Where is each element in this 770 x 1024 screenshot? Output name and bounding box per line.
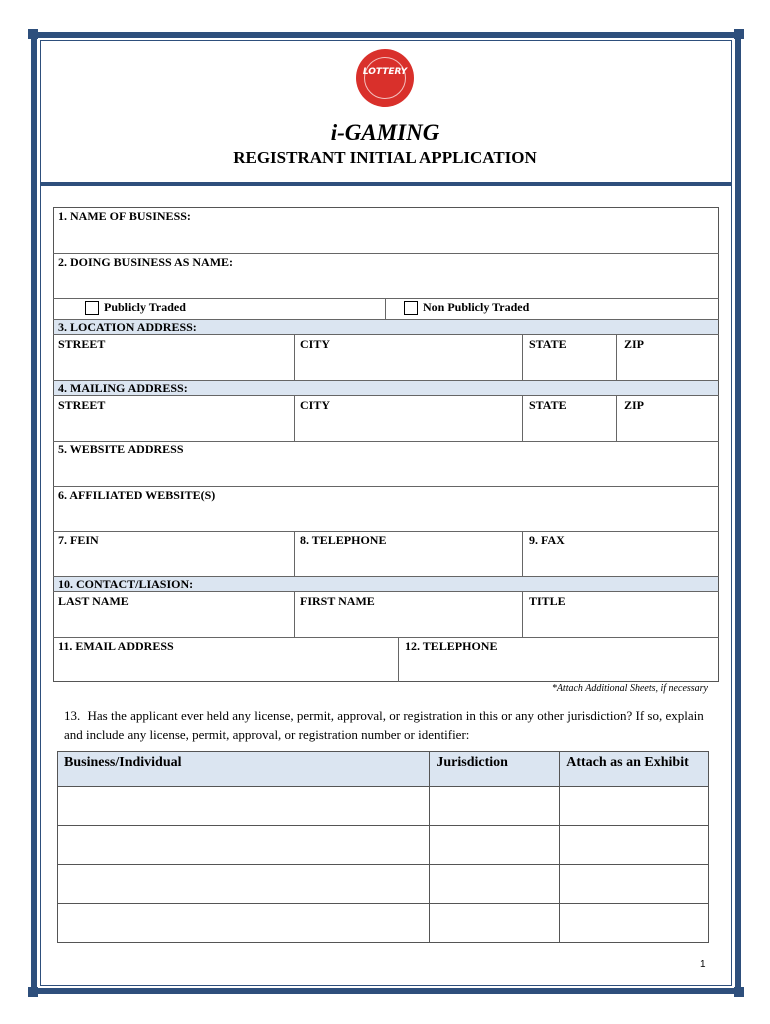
- column-divider: [294, 334, 295, 380]
- table-cell[interactable]: [560, 865, 709, 904]
- table-cell[interactable]: [58, 865, 430, 904]
- table-cell[interactable]: [58, 904, 430, 943]
- mailing-city-label: CITY: [300, 398, 331, 412]
- column-divider: [522, 591, 523, 637]
- row-divider: [53, 637, 719, 638]
- column-divider: [522, 531, 523, 576]
- column-divider: [385, 298, 386, 319]
- column-header-exhibit: Attach as an Exhibit: [560, 752, 709, 787]
- contact-label: 10. CONTACT/LIASION:: [58, 577, 194, 591]
- first-name-label: FIRST NAME: [300, 594, 375, 608]
- column-header-business: Business/Individual: [58, 752, 430, 787]
- lottery-logo: [356, 49, 414, 107]
- question-number: 13.: [64, 708, 81, 723]
- location-address-label: 3. LOCATION ADDRESS:: [58, 320, 197, 334]
- location-state-label: STATE: [529, 337, 567, 351]
- column-divider: [294, 591, 295, 637]
- column-divider: [294, 531, 295, 576]
- publicly-traded-checkbox[interactable]: [85, 301, 99, 315]
- column-divider: [616, 334, 617, 380]
- table-cell[interactable]: [58, 826, 430, 865]
- corner-ornament: [734, 29, 744, 39]
- table-cell[interactable]: [430, 904, 560, 943]
- mailing-zip-label: ZIP: [624, 398, 645, 412]
- table-cell[interactable]: [560, 904, 709, 943]
- mailing-address-label: 4. MAILING ADDRESS:: [58, 381, 188, 395]
- question-13: [64, 706, 720, 744]
- column-header-jurisdiction: Jurisdiction: [430, 752, 560, 787]
- fax-label: 9. FAX: [529, 533, 565, 547]
- contact-title-label: TITLE: [529, 594, 566, 608]
- business-name-label: 1. NAME OF BUSINESS:: [58, 209, 191, 223]
- table-header-row: [58, 752, 709, 787]
- non-publicly-traded-checkbox[interactable]: [404, 301, 418, 315]
- table-cell[interactable]: [58, 787, 430, 826]
- column-divider: [616, 395, 617, 441]
- exhibit-table: [57, 751, 709, 943]
- mailing-state-label: STATE: [529, 398, 567, 412]
- corner-ornament: [28, 987, 38, 997]
- contact-telephone-label: 12. TELEPHONE: [405, 639, 498, 653]
- email-label: 11. EMAIL ADDRESS: [58, 639, 174, 653]
- table-cell[interactable]: [560, 787, 709, 826]
- table-row: [58, 787, 709, 826]
- row-divider: [53, 531, 719, 532]
- location-street-label: STREET: [58, 337, 106, 351]
- column-divider: [294, 395, 295, 441]
- table-cell[interactable]: [430, 865, 560, 904]
- column-divider: [522, 395, 523, 441]
- table-cell[interactable]: [560, 826, 709, 865]
- corner-ornament: [28, 29, 38, 39]
- attach-sheets-note: *Attach Additional Sheets, if necessary: [551, 683, 708, 694]
- column-divider: [398, 637, 399, 682]
- table-cell[interactable]: [430, 826, 560, 865]
- table-row: [58, 826, 709, 865]
- logo-text: LOTTERY: [362, 67, 408, 77]
- row-divider: [53, 253, 719, 254]
- telephone-label: 8. TELEPHONE: [300, 533, 387, 547]
- publicly-traded-label: Publicly Traded: [104, 300, 186, 314]
- location-city-label: CITY: [300, 337, 331, 351]
- question-text: Has the applicant ever held any license, permit, approval, or registration in this or any other jurisdiction? If so, explain and include any license, permit, approval, or registration number or identifier:: [64, 708, 704, 742]
- website-label: 5. WEBSITE ADDRESS: [58, 442, 184, 456]
- fein-label: 7. FEIN: [58, 533, 99, 547]
- table-row: [58, 904, 709, 943]
- affiliated-websites-label: 6. AFFILIATED WEBSITE(S): [58, 488, 216, 502]
- page-subtitle: REGISTRANT INITIAL APPLICATION: [233, 148, 537, 167]
- row-divider: [53, 486, 719, 487]
- row-divider: [53, 298, 719, 299]
- logo-ring: [364, 57, 406, 99]
- mailing-street-label: STREET: [58, 398, 106, 412]
- column-divider: [522, 334, 523, 380]
- non-publicly-traded-label: Non Publicly Traded: [423, 300, 530, 314]
- location-zip-label: ZIP: [624, 337, 645, 351]
- dba-name-label: 2. DOING BUSINESS AS NAME:: [58, 255, 234, 269]
- page-number: 1: [700, 959, 706, 970]
- table-cell[interactable]: [430, 787, 560, 826]
- header-divider: [40, 182, 732, 186]
- corner-ornament: [734, 987, 744, 997]
- table-row: [58, 865, 709, 904]
- page-title: i-GAMING: [330, 120, 440, 145]
- last-name-label: LAST NAME: [58, 594, 129, 608]
